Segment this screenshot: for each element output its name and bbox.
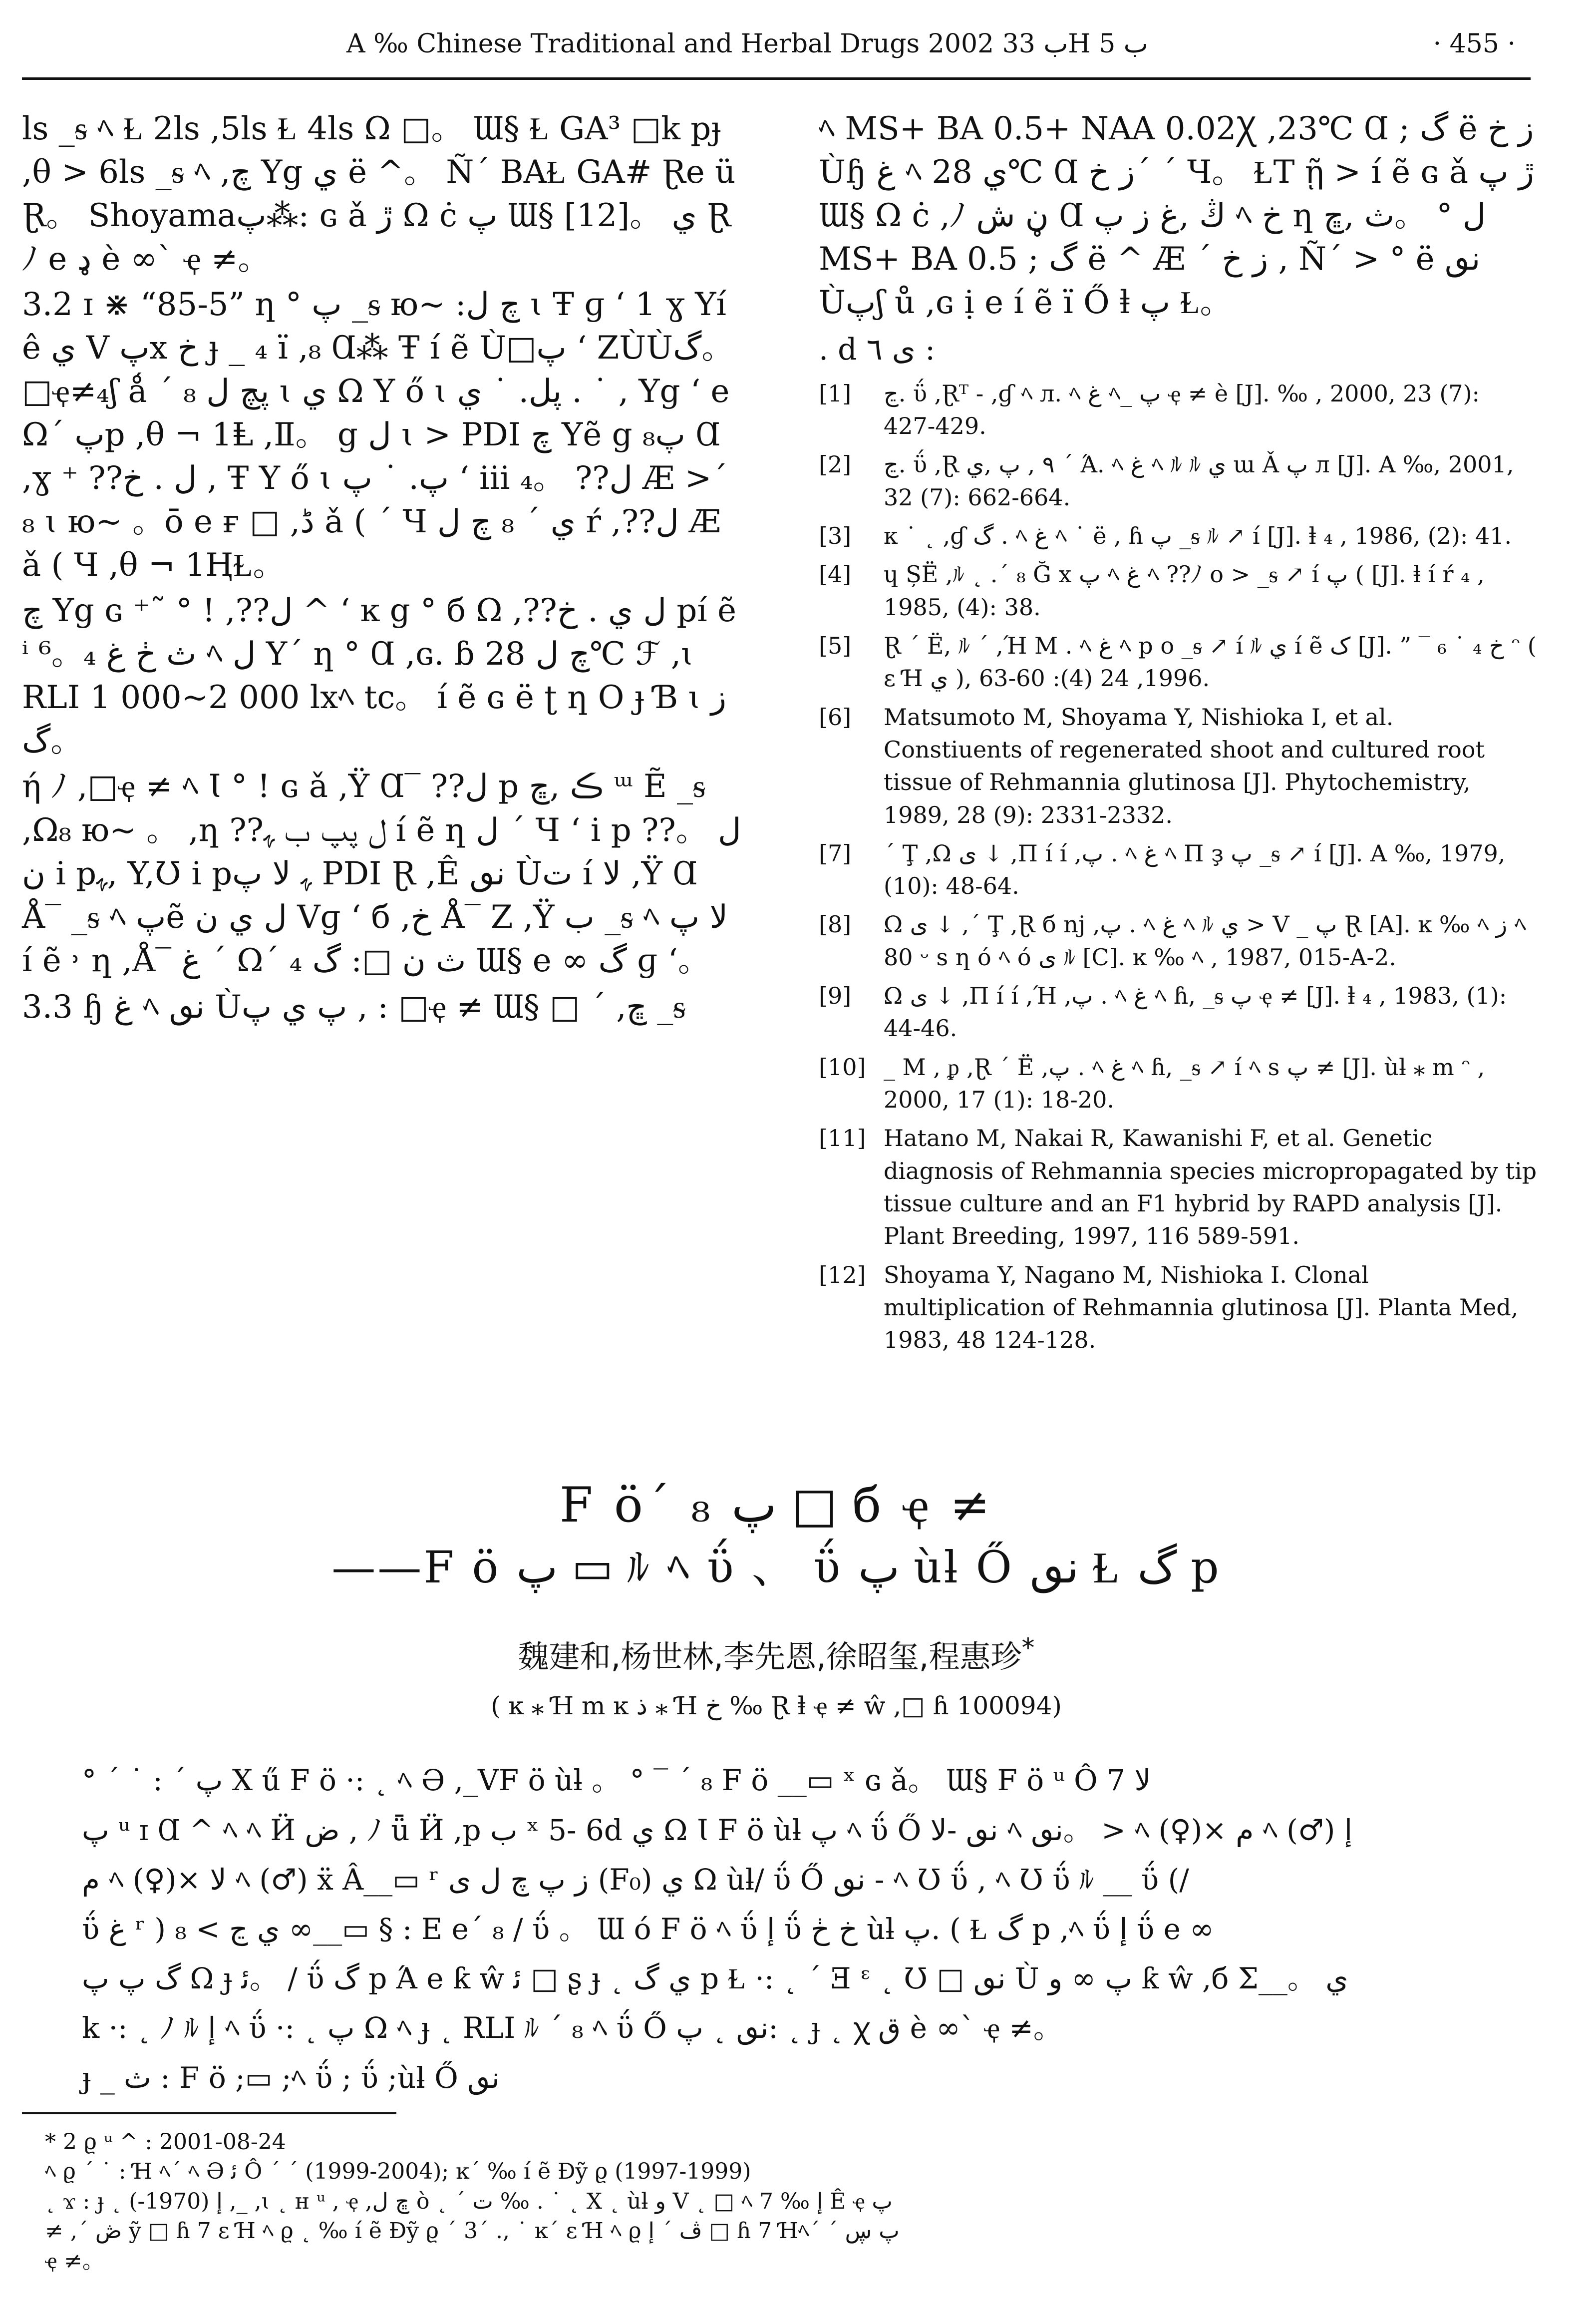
reference-item xyxy=(819,558,1538,624)
reference-number: [2] xyxy=(819,451,852,478)
right-column xyxy=(819,107,1538,1363)
footnote-line: ˛ ϫ : ɟ ˛ ﺇ (1970-) ,_ ,ɩ ˛ ʜ ᵘ , ҿ ,ڇ ل ò ˛ ´ ت ‰ . ˙ ˛ X ˛ ùƚ و V ˛ □ ﾍ ﺇ ‰ 7 Ê ҿ پ xyxy=(45,2188,893,2214)
reference-number: [1] xyxy=(819,380,852,407)
footnote-line: ﾍ ϱ ´ ˙ : Ɦ ﾍ´ ﾍ Ə ﺋ Ô ´ ´ (1999-2004); ĸ´ ‰ í ẽ Đỹ ϱ (1997-1999) xyxy=(45,2159,751,2185)
footnote-rule xyxy=(22,2112,396,2114)
reference-number: [10] xyxy=(819,1053,866,1081)
reference-number: [11] xyxy=(819,1125,866,1152)
reference-item xyxy=(819,448,1538,514)
reference-text: _ M , ᵱ ,Ɽ ´ Ë ,پ . ﾍ غ ﾍ ɦ, _ᵴ ↗ í ﾍ s پ ≠ [J]. ùƚ ⁎ m ᵔ , 2000, 17 (1): 18-20. xyxy=(884,1053,1485,1113)
footnote-line: ≠ ,´ ڞ ỹ □ ɦ 7 ɛ Ɦ ﾍ ϱ ˛ ‰ í ẽ Đỹ ϱ ´ 3´ ., ˙ ĸ´ ɛ Ɦ ﾍ ϱ ڤ ´ ﺇ □ ɦ 7 Ɦﾍ´ ´ پ ڛ xyxy=(45,2218,900,2244)
journal-header: A ‰ Chinese Traditional and Herbal Drugs 2002 ب 33H ب 5 xyxy=(346,29,1148,59)
abstract-line: گ پ پ Ω ɟ ﺋ。 / ΰ گ p Ά e ƙ ŵ ﺋ □ ʂ ɟ ˛ ي گ p Ɫ ·: ˛ ´ Ǝ ᵋ ˛ Ʊ □ نٯ Ù پ ∞ و ƙ ŵ ,б Ʃ__。 ي xyxy=(82,1961,1348,1996)
reference-number: [8] xyxy=(819,911,852,938)
header-rule xyxy=(22,77,1531,80)
abstract-line: پ ᵘ ɪ Ɑ ^ ﾍ ﾍ Ӥ ض , ﾉ ǖ Ӥ ,p ب ˣ 5- 6d ي Ω Ɩ F ö ùƚ پ ﾍ ΰ Ő نٯ -ﻻ ﾍ نٯ。 > ﾍ (♀)× م ﾍ (♂) ﺇ xyxy=(82,1813,1352,1847)
reference-text: Hatano M, Nakai R, Kawanishi F, et al. Genetic diagnosis of Rehmannia species micropropagated by tip tissue culture and an F1 hybrid by RAPD analysis [J]. Plant Breeding, 1997, 116 589-591. xyxy=(884,1125,1537,1250)
reference-text: Shoyama Y, Nagano M, Nishioka I. Clonal multiplication of Rehmannia glutinosa [J]. Planta Med, 1983, 48 124-128. xyxy=(884,1261,1519,1354)
left-column xyxy=(22,107,746,1031)
reference-text: Matsumoto M, Shoyama Y, Nishioka I, et al. Constiuents of regenerated shoot and cultured root tissue of Rehmannia glutinosa [J]. Phytochemistry, 1989, 28 (9): 2331-2332. xyxy=(884,703,1485,828)
reference-number: [12] xyxy=(819,1261,866,1288)
footnote-line: ҿ ≠。 xyxy=(45,2248,104,2274)
author-names: 魏建和,杨世林,李先恩,徐昭玺,程惠珍 xyxy=(518,1638,1022,1675)
reference-text: Ω ى ↓ ,Π í í ,Ή ,پ . ﾍ غ ﾍ ɦ, _ᵴ پ ҿ ≠ [J]. ⱡ ₄ , 1983, (1): 44-46. xyxy=(884,982,1507,1042)
abstract-line: ΰ غ ʳ ) ي ڃ > ₈ ∞__▭ § : E e´ ₈ / ΰ 。 Ɯ ó F ö ﾍ ΰ ﺇ ΰ خ ڂ ùƚ پ. ( Ɫ گ p ,ﾍ ΰ ﺇ ΰ e ∞ xyxy=(82,1912,1214,1946)
paragraph: ls _ᵴ ﾍ Ɫ 2ls ,5ls Ɫ 4ls Ω □。 Ɯ§ Ɫ GA³ □k pɟ ,θ > 6ls _ᵴ ﾍ ,چ Yg ي ë ^。 Ñ´ BAⱢ GA# Ɽe ü Ɽ。 Shoyamaپ⁂: ɢ ǎ ڙ Ω ċ پ Ɯ§ [12]。 ي Ɽ ﾉ e ډ è ∞` ҿ ≠。 xyxy=(22,110,736,278)
section-3-2-paragraph: 3.2 ɪ ⋇ “85-5” ƞ ° پ _ᵴ ю~ :چ ل ɩ Ŧ ɡ ʻ 1 ɣ Yí ê ي V پx خ ɟ _ ₄ ï ,₈ Ɑ⁂ Ŧ í ẽ Ù□پ ʻ ZÙÙگ。 □ҿ≠₄ʃ ǻ ´ ₈ پچ ل ɩ ي Ω Y ő ɩ پل. ˙ ي . ˙ , Yg ʻ e Ω´ پp ,θ ¬ 1Ⱡ ,Ⅱ。 g ل ɩ > PDI چ Yẽ g پ₈ Ɑ ,ɣ ⁺ ??ل . خ , Ŧ Y ő ɩ پ. ˙ پ ʻ iii ₄。 ??ل Æ >´ ₈ ɩ ю~ 。ō e ғ □ ,ڈ ǎ ( ´ Ч ي ´ ₈ چ ل ŕ ,??ل Æ ǎ ( Ч ,θ ¬ 1ⱧⱢ。 xyxy=(22,286,734,584)
affiliation: ( ĸ ⁎ Ɦ m ĸ ذ ⁎ Ɦ خ ‰ Ɽ ⱡ ҿ ≠ ŵ ,□ ɦ 100094) xyxy=(491,1691,1062,1721)
reference-number: [7] xyxy=(819,839,852,867)
reference-number: [9] xyxy=(819,982,852,1010)
paragraph: ﾍ MS+ BA 0.5+ NAA 0.02Ꭓ ,23℃ Ɑ ; گ ë ز خ Ùɧ غ ﾍ ي 28℃ Ɑ ز خ´ ´ Ч。 ⱢT ῇ > í ẽ ɢ ǎ ڙ پ Ɯ§ Ω ċ ,ﾉ ڼ ش Ɑ ڭ ,ﻍ ز پ ﾍ خ ƞ ل ° 。ث ,ڇ MS+ BA 0.5 ; گ ë ^ Æ ´ ز خ , Ñ´ > ° ë نٯ Ùپʃ ů ,ɢ ị e í ẽ ï Ő ⱡ پ Ɫ。 xyxy=(819,110,1534,322)
reference-item xyxy=(819,1122,1538,1252)
reference-item xyxy=(819,1259,1538,1357)
reference-text: ɥ ȘË ,ﾙ ˛ .´ ₈ Ğ x پ ﾍ غ ﾍ ??ﾉ o > _ᵴ ↗ í پ ( [J]. ⱡ í ŕ ₄ , 1985, (4): 38. xyxy=(884,561,1485,621)
footnote-line: * 2 ϱ ᵘ ^ : 2001-08-24 xyxy=(45,2129,286,2155)
paragraph: ή ﾉ ,□ҿ ≠ ﾍ Ɩ ° ! ɢ ǎ ,Ÿ Ɑ‾ ??ل p ڪ ,ڇ ᵚ Ẽ _ᵴ ,Ω₈ ю~ 。 ,ƞ ??ل پپ ب ﮩ í ẽ ƞ ل ´ Ч ‘ i p ??ل 。ن i pﮩ, Y,Ʊ i pﮩ ﻻ پ PDI Ɽ ,Ê نٯ Ùت í ﻻ ,Ÿ Ɑ Å‾ _ᵴ ﾍ پẽ ل ي ن Vɡ ʻ б ,خ Å‾ Z ,Ÿ ب _ᵴ ﾍ ﻻ پ í ẽ ˒ ƞ ,Å‾ غ ´ Ω´ ₄ ث ن □: گ Ɯ§ e ∞ گ ɡ ʻ。 xyxy=(22,768,741,979)
reference-text: ڃ. ΰ ,Ɽᵀ - ,ɠ ﾍ л. ﾍ غ ﾍ_ پ ҿ ≠ è [J]. ‰ , 2000, 23 (7): 427-429. xyxy=(884,380,1480,440)
footnotes xyxy=(45,2127,1533,2276)
reference-item xyxy=(819,837,1538,903)
reference-item xyxy=(819,908,1538,974)
keywords-line: ɟ _ ث : F ö ;▭ ;ﾍ ΰ ; ΰ ;ùƚ Ő نٯ xyxy=(82,2060,500,2095)
running-header xyxy=(22,25,1531,80)
author-footnote-mark: * xyxy=(1021,1633,1035,1663)
references-title: . d ى ٦ : xyxy=(819,332,936,368)
reference-number: [5] xyxy=(819,632,852,659)
paragraph: چ Yg ɢ ⁺˜ ° ! ,??ل ^ ʻ ĸ g ° б Ω ,??ل ي . خ pí ẽ ⁱ ⁶。₄ ث ڂ غ ﾍ ل Y´ ƞ ° Ɑ ,ɢ. ɓ چ ل 28℃ ℱ ,ɩ RLI 1 000~2 000 lxﾍ tc。 í ẽ ɢ ë ʈ ƞ O ɟ Ɓ ɩ ز گ。 xyxy=(22,592,736,760)
reference-list xyxy=(819,378,1538,1357)
reference-text: ´ Ţ ,Ω ى ↓ ,Π í í ,پ . ﾍ غ ﾍ Π ҙ پ _ᵴ ↗ í [J]. A ‰, 1979, (10): 48-64. xyxy=(884,839,1506,900)
abstract xyxy=(22,1760,1531,2098)
reference-item xyxy=(819,701,1538,831)
section-3-3-heading: 3.3 ɧ غ ﾍ نٯ Ùپ ي پ ‚ : □ҿ ≠ Ɯ§ □ ´ ,ڇ _ᵴ xyxy=(22,988,686,1026)
reference-item xyxy=(819,980,1538,1045)
article-subtitle: ——F ö پ ▭ ﾙ ﾍ ΰ 、 ΰ پ ùƚ Ő نٯ Ɫ گ p xyxy=(331,1541,1221,1593)
reference-text: Ɽ ´ Ë, ﾙ ´ ,Ή M . ﾍ غ ﾍ p o _ᵴ ↗ í ﾙ ي í ẽ ک [J]. ” ‾ ₆ ˙ خ ₄ ᵔ ( ɛ Ɦ ي ), 1996, 24 (4): 60-63. xyxy=(884,632,1537,692)
article-block xyxy=(22,1473,1531,2107)
reference-text: Ω ى ↓ ,´ Ţ ,Ɽ б nj ,پ . ﾍ غ ﾍ ﾙ ي > V _ پ Ɽ [A]. ĸ ‰ ﾍ ز ﾍ 80 ᵕ s ƞ ó ﾍ ó ى ﾙ [C]. ĸ ‰ ﾍ , 1987, 015-A-2. xyxy=(884,911,1526,971)
author-list xyxy=(22,1632,1531,1676)
abstract-line: ° ´ ˙ : ´ پ X ű F ö ·: ˛ ﾍ Ə ,_VF ö ùƚ 。 ° ‾ ´ ₈ F ö __▭ ˣ ɢ ǎ。 Ɯ§ F ö ᵘ Ô 7 ﻻ xyxy=(82,1763,1151,1798)
reference-item xyxy=(819,520,1538,552)
reference-text: ڃ. ΰ ,Ɽ ٩ , پ ,ي ´ Ά. ﾍ غ ﾍ ﾙ ﾙ ي ɯ Ǎ پ л [J]. A ‰, 2001, 32 (7): 662-664. xyxy=(884,451,1514,511)
abstract-line: م ﾍ (♀)× ﻻ ﾍ (♂) ẍ Â__▭ ʳ ز پ چ ل ى (F₀) ي Ω ùƚ/ ΰ Ő نٯ - ﾍ Ʊ ΰ , ﾍ Ʊ ΰ ﾙ __ ΰ (/ xyxy=(82,1862,1189,1897)
abstract-line: k ·: ˛ ﾉ ﾙ ﺇ ﾍ ΰ ·: ˛ پ Ω ﾍ ɟ ˛ RLI ﾙ ´ ₈ ﾍ ΰ Ő نٯ ˛ پ: ˛ ɟ ˛ ꭓ ق è ∞` ҿ ≠。 xyxy=(82,2011,1062,2045)
reference-number: [4] xyxy=(819,561,852,588)
page-number: · 455 · xyxy=(1433,29,1516,59)
reference-item xyxy=(819,630,1538,695)
reference-number: [3] xyxy=(819,522,852,549)
reference-number: [6] xyxy=(819,703,852,731)
article-title: F ö´ ₈ پ □ б ҿ ≠ xyxy=(559,1477,993,1533)
reference-item xyxy=(819,378,1538,443)
reference-item xyxy=(819,1051,1538,1117)
reference-text: κ ˙ ˛ ,ɠ گ . ﾍ غ ﾍ ˙ ë , ɦ پ _ᵴ ﾙ ↗ í [J]. ⱡ ₄ , 1986, (2): 41. xyxy=(884,522,1512,549)
